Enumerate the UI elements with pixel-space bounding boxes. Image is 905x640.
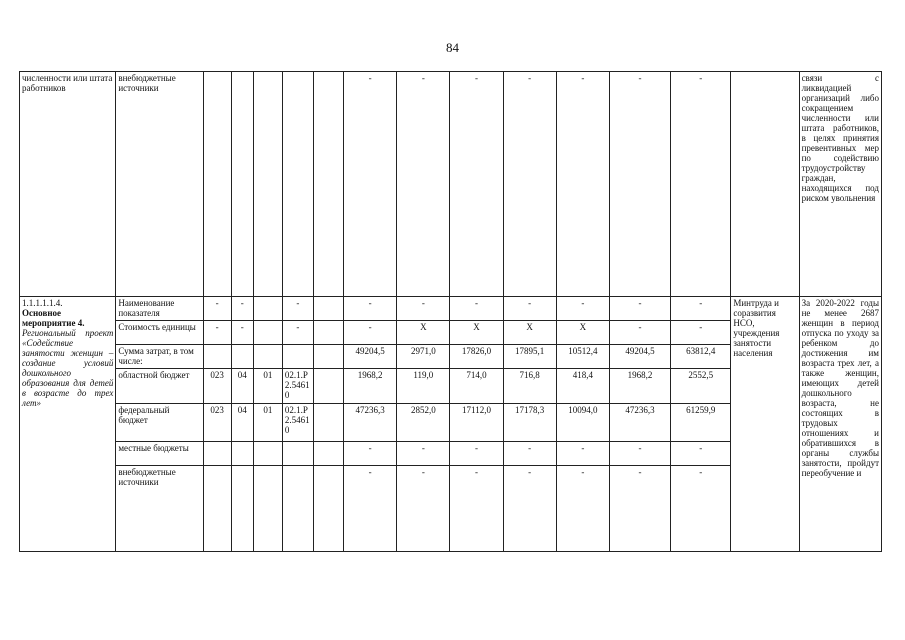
row-label: областной бюджет <box>116 369 203 404</box>
value-cell: - <box>397 72 450 297</box>
value-cell: X <box>503 321 556 345</box>
table-row: 1.1.1.1.1.4. Основное мероприятие 4. Региональный проект «Содействие занятости женщин – создание условий дошкольного образования для детей в возрасте до трех лет» Наименование показателя - - - - - - - - - - Минтруда и соразвития НСО, учреждения занятости населения За 2020-2022 годы не менее 2687 женщин в период отпуска по уходу за ребенком до достижения им возраста трех лет, а также женщин, имеющих детей дошкольного возраста, не состоящих в трудовых отношениях и обратившихся в органы службы занятости, пройдут переобучение и <box>20 297 882 321</box>
value-cell: 49204,5 <box>344 345 397 369</box>
value-cell: - <box>344 297 397 321</box>
value-cell: - <box>450 442 503 466</box>
row-label: местные бюджеты <box>116 442 203 466</box>
value-cell: 1968,2 <box>344 369 397 404</box>
table-row: федеральный бюджет 023 04 01 02.1.Р2.54610 47236,3 2852,0 17112,0 17178,3 10094,0 47236,3 61259,9 <box>20 404 882 442</box>
activity-code: 1.1.1.1.1.4. <box>22 298 63 308</box>
value-cell: - <box>397 442 450 466</box>
value-cell: 2552,5 <box>671 369 731 404</box>
page-number: 84 <box>446 40 459 55</box>
value-cell: X <box>450 321 503 345</box>
table-row: областной бюджет 023 04 01 02.1.Р2.54610 1968,2 119,0 714,0 716,8 418,4 1968,2 2552,5 <box>20 369 882 404</box>
value-cell: - <box>671 466 731 552</box>
row-label: численности или штата работников <box>20 72 116 297</box>
value-cell: 2852,0 <box>397 404 450 442</box>
value-cell: - <box>609 321 670 345</box>
value-cell: 2971,0 <box>397 345 450 369</box>
value-cell: - <box>503 442 556 466</box>
value-cell: - <box>450 72 503 297</box>
value-cell: - <box>344 72 397 297</box>
value-cell: - <box>344 321 397 345</box>
value-cell: - <box>609 466 670 552</box>
value-cell: - <box>450 297 503 321</box>
value-cell: - <box>609 297 670 321</box>
value-cell: 47236,3 <box>344 404 397 442</box>
activity-cell <box>20 297 116 552</box>
value-cell: 714,0 <box>450 369 503 404</box>
value-cell: - <box>344 466 397 552</box>
value-cell: 63812,4 <box>671 345 731 369</box>
row-label: Сумма затрат, в том числе: <box>116 345 203 369</box>
result-note: связи с ликвидацией организаций либо сокращением численности или штата работников, в целях принятия превентивных мер по содействию трудоустройству граждан, находящихся под риском увольнения <box>799 72 881 297</box>
value-cell: - <box>450 466 503 552</box>
value-cell: - <box>671 297 731 321</box>
value-cell: - <box>556 297 609 321</box>
value-cell: 10512,4 <box>556 345 609 369</box>
row-label: внебюджетные источники <box>116 466 203 552</box>
row-label: федеральный бюджет <box>116 404 203 442</box>
value-cell: 418,4 <box>556 369 609 404</box>
value-cell: - <box>609 72 670 297</box>
executor-cell: Минтруда и соразвития НСО, учреждения занятости населения <box>731 297 799 552</box>
funding-source: внебюджетные источники <box>116 72 203 297</box>
value-cell: 716,8 <box>503 369 556 404</box>
value-cell: 17178,3 <box>503 404 556 442</box>
value-cell: - <box>503 72 556 297</box>
value-cell: 17895,1 <box>503 345 556 369</box>
value-cell: 17826,0 <box>450 345 503 369</box>
value-cell: 1968,2 <box>609 369 670 404</box>
value-cell: - <box>671 321 731 345</box>
value-cell: - <box>556 466 609 552</box>
activity-title: Основное мероприятие 4. <box>22 308 85 328</box>
table-row <box>20 72 882 297</box>
value-cell: - <box>397 466 450 552</box>
row-label: Стоимость единицы <box>116 321 203 345</box>
value-cell: 119,0 <box>397 369 450 404</box>
value-cell: 61259,9 <box>671 404 731 442</box>
value-cell: 10094,0 <box>556 404 609 442</box>
value-cell: X <box>397 321 450 345</box>
program-table <box>19 71 882 552</box>
value-cell: - <box>671 442 731 466</box>
value-cell: 17112,0 <box>450 404 503 442</box>
result-cell: За 2020-2022 годы не менее 2687 женщин в период отпуска по уходу за ребенком до достижения им возраста трех лет, а также женщин, имеющих детей дошкольного возраста, не состоящих в трудовых отношениях и обратившихся в органы службы занятости, пройдут переобучение и <box>799 297 881 552</box>
activity-description: Региональный проект «Содействие занятости женщин – создание условий дошкольного образования для детей в возрасте до трех лет» <box>22 328 114 408</box>
value-cell: 49204,5 <box>609 345 670 369</box>
value-cell: - <box>344 442 397 466</box>
value-cell: - <box>556 442 609 466</box>
value-cell: X <box>556 321 609 345</box>
table-row: Стоимость единицы - - - - X X X X - - <box>20 321 882 345</box>
value-cell: 47236,3 <box>609 404 670 442</box>
value-cell: - <box>503 466 556 552</box>
value-cell: - <box>397 297 450 321</box>
row-label: Наименование показателя <box>116 297 203 321</box>
value-cell: - <box>609 442 670 466</box>
value-cell: - <box>671 72 731 297</box>
value-cell: - <box>503 297 556 321</box>
value-cell: - <box>556 72 609 297</box>
